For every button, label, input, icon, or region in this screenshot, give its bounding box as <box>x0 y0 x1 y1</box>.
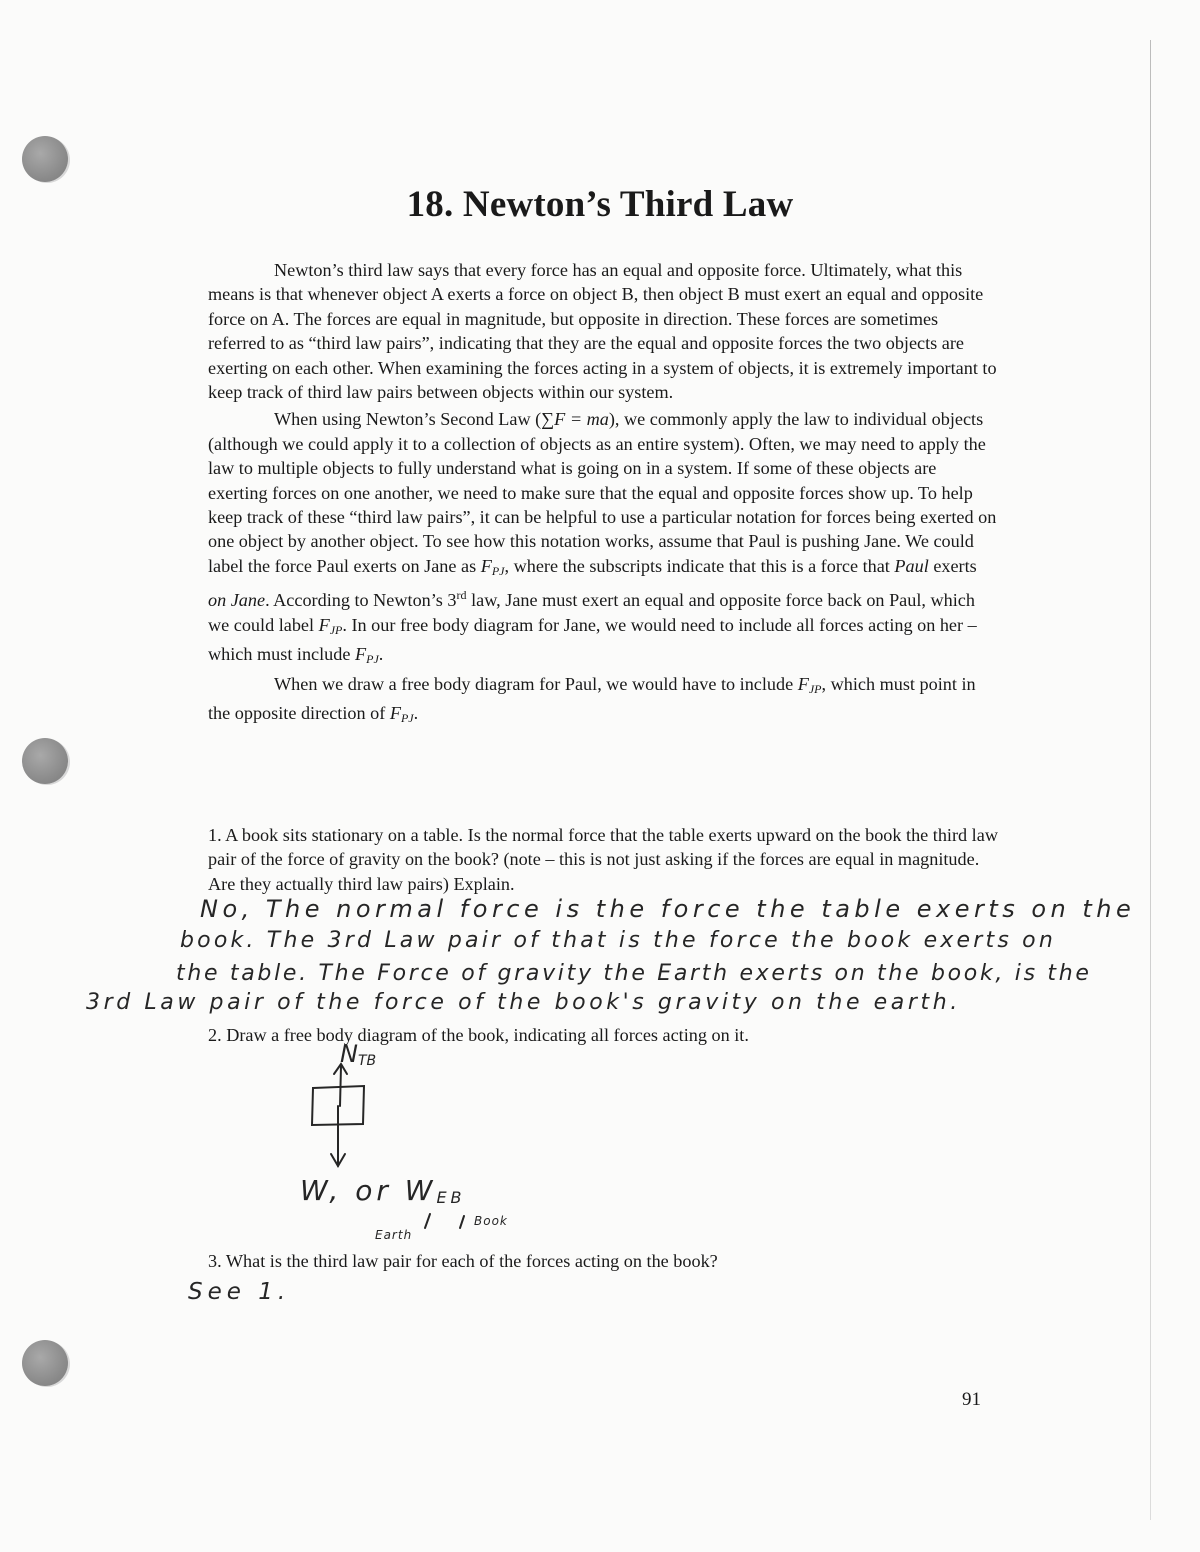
normal-force-label: $N_{TB}$ <box>340 1040 377 1069</box>
answer-3: See 1. <box>188 1279 291 1305</box>
answer-1-line-1: No, The normal force is the force the table exerts on the <box>200 895 1136 923</box>
annotation-pointer-right <box>460 1216 464 1228</box>
answer-1-line-4: 3rd Law pair of the force of the book's gravity on the earth. <box>86 990 961 1015</box>
page-title: 18. Newton’s Third Law <box>406 184 794 225</box>
intro-paragraph-2: When using Newton’s Second Law (∑F = ma), we commonly apply the law to individual objects (although we could apply it to a collection of objects as an entire system). Often, we may need to apply the law to multiple objects to fully understand what is going on in a system. If some of these objects are exerting forces on one another, we need to make sure that the equal and opposite forces show up. To help keep track of these “third law pairs”, it can be helpful to use a particular notation for forces being exerted on one object by another object. To see how this notation works, assume that Paul is pushing Jane. We could label the force Paul exerts on Jane as $F_{PJ}$, where the subscripts indicate that this is a force that Paul exerts on Jane. According to Newton’s 3rd law, Jane must exert an equal and opposite force back on Paul, which we could label $F_{JP}$. In our free body diagram for Jane, we would need to include all forces acting on her – which must include $F_{PJ}$. <box>208 409 997 667</box>
book-label: Book <box>474 1214 508 1228</box>
question-1: 1. A book sits stationary on a table. Is the normal force that the table exerts upward on the book the third law pair of the force of gravity on the book? (note – this is not just asking if the forces are equal in magnitude. Are they actually third law pairs) Explain. <box>208 825 998 894</box>
page-number: 91 <box>962 1389 981 1410</box>
second-law-equation: ∑F = ma <box>541 409 609 430</box>
normal-force-arrow-line <box>340 1066 341 1106</box>
intro-paragraph-1: Newton’s third law says that every force has an equal and opposite force. Ultimately, what this means is that whenever object A exerts a force on object B, then object B must exert an equal and opposite force on A. The forces are equal in magnitude, but opposite in direction. These forces are sometimes referred to as “third law pairs”, indicating that they are the equal and opposite forces the two objects are exerting on each other. When examining the forces acting in a system of objects, it is extremely important to keep track of third law pairs between objects within our system. <box>208 260 997 403</box>
annotation-pointer-left <box>425 1214 430 1228</box>
answer-1-line-3: the table. The Force of gravity the Earth exerts on the book, is the <box>176 961 1092 986</box>
answer-1-line-2: book. The 3rd Law pair of that is the force the book exerts on <box>180 928 1056 953</box>
intro-paragraph-3: When we draw a free body diagram for Paul, we would have to include $F_{JP}$, which must point in the opposite direction of $F_{PJ}$. <box>208 673 976 725</box>
weight-label: W, or $W_{EB}$ <box>300 1174 466 1207</box>
question-2: 2. Draw a free body diagram of the book, indicating all forces acting on it. <box>208 1025 749 1045</box>
earth-label: Earth <box>375 1228 413 1242</box>
question-3: 3. What is the third law pair for each of the forces acting on the book? <box>208 1251 718 1271</box>
